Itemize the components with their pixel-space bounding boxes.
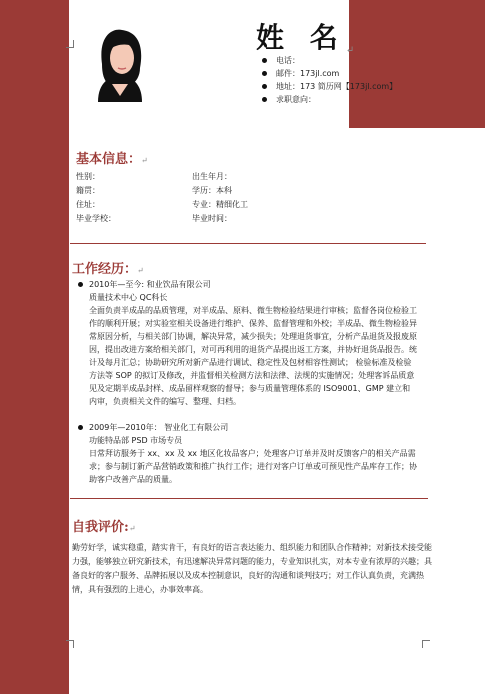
avatar-icon (84, 24, 156, 106)
job-position: 质量技术中心 QC科长 (89, 293, 168, 302)
job-body (78, 434, 418, 486)
paragraph-mark-icon: ↵ (137, 266, 144, 275)
contact-address: 地址：173 简历网【173jl.com】 (262, 80, 397, 93)
bullet-icon (78, 282, 83, 287)
evaluation-title: 自我评价:↵ (72, 520, 136, 535)
basic-info-grid (76, 170, 366, 226)
section-divider (70, 243, 426, 244)
job-description: 日常拜访服务于 xx、xx 及 xx 地区化妆品客户；处理客户订单并及时反馈客户的相关产品需求；参与制订新产品营销政策和推广执行工作；进行对客户订单或可预见性产品库存工作；协助客户改善产品的质量。 (89, 449, 417, 484)
bullet-icon (262, 58, 267, 63)
job-head: 2009年—2010年： 智业化工有限公司 (78, 421, 418, 434)
bullet-icon (262, 71, 267, 76)
contact-email: 邮件：173jl.com (262, 67, 397, 80)
info-row: 住址： 专业：精细化工 (76, 200, 248, 209)
job-entry-1 (78, 278, 418, 408)
bullet-icon (262, 97, 267, 102)
basic-info-title: 基本信息：↵ (76, 152, 148, 167)
job-description: 全面负责半成品的品质管理，对半成品、原料、微生物检验结果进行审核；监督各岗位检验工作的顺利开展；对实验室相关设备进行维护、保养、监督管理和外校；半成品、微生物检验异常原因分析，与相关部门协调，解决异常，减少损失；处理退货事宜，分析产品退货及报废原因，提出改进方案给相关部门，对可再利用的退货产品提出返工方案，并协好退货品报告。统计及每月汇总；协助研究所对新产品进行调试、稳定性及包材相容性测试； 检验标准及检验方法等 SOP 的拟订及修改，并监督相关检测方法和法律、法规的实施情况；处理客诉品质意见及定期半成品封样、成品留样观察的督导；参与质量管理体系的 ISO9001、GMP 建立和内审，负责相关文件的编写、整理、归档。 (89, 306, 417, 406)
info-row: 籍贯： 学历：本科 (76, 186, 232, 195)
corner-mark-bottom-right (422, 640, 430, 648)
paragraph-mark-icon: ↵ (141, 156, 148, 165)
section-divider (70, 498, 428, 499)
resume-name (256, 16, 354, 56)
job-position: 功能特品部 PSD 市场专员 (89, 436, 183, 445)
corner-mark-top-left (66, 40, 74, 48)
contact-list (262, 54, 397, 106)
job-entry-2 (78, 421, 418, 486)
evaluation-text: 勤劳好学，诚实稳重，踏实肯干，有良好的语言表达能力、组织能力和团队合作精神；对新技术接受能力强，能够独立研究新技术，有迅速解决异常问题的能力，专业知识扎实，对本专业有浓厚的兴趣；具备良好的客户服务、品牌拓展以及成本控制意识，良好的沟通和谈判技巧；对工作认真负责，充满热情，具有强烈的上进心，办事效率高。 (72, 543, 432, 594)
info-row: 毕业学校： 毕业时间： (76, 214, 232, 223)
paragraph-mark-icon: ↵ (128, 524, 136, 533)
job-body (78, 291, 418, 408)
contact-phone: 电话： (262, 54, 397, 67)
paragraph-mark-icon: ↵ (345, 45, 355, 56)
corner-mark-bottom-left (66, 640, 74, 648)
work-title: 工作经历：↵ (72, 262, 144, 277)
left-sidebar-bar (0, 0, 69, 694)
name-text: 姓 名 (256, 21, 346, 54)
contact-objective: 求职意向： (262, 93, 397, 106)
job-head: 2010年—至今: 和业饮品有限公司 (78, 278, 418, 291)
info-row: 性别： 出生年月： (76, 172, 232, 181)
bullet-icon (262, 84, 267, 89)
bullet-icon (78, 425, 83, 430)
